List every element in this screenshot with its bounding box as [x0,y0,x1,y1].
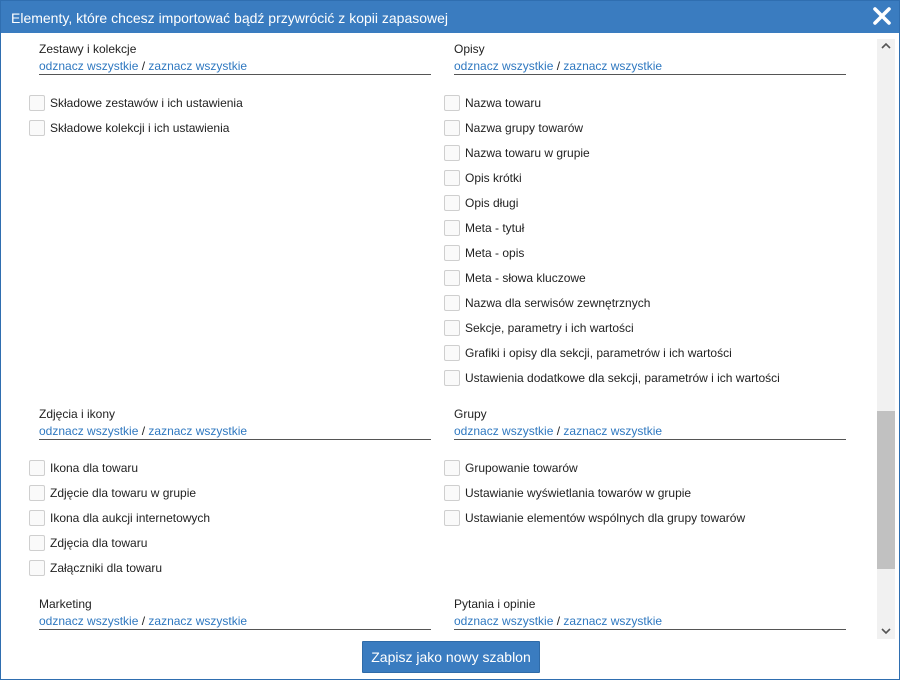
deselect-all-link[interactable]: odznacz wszystkie [39,614,139,628]
link-separator: / [556,59,561,73]
checkbox[interactable] [444,120,460,136]
checkbox-item[interactable] [444,505,745,530]
checkbox[interactable] [444,345,460,361]
checkbox[interactable] [444,195,460,211]
checkbox-item[interactable] [444,365,780,390]
checkbox-list [29,455,210,580]
section-title: Zdjęcia i ikony [39,407,116,421]
section-pytania [454,596,846,636]
dialog-content [1,33,877,639]
checkbox[interactable] [29,560,45,576]
checkbox-label[interactable]: Grupowanie towarów [465,460,578,475]
select-all-link[interactable]: zaznacz wszystkie [148,59,248,73]
section-select-links [454,422,846,440]
checkbox-label[interactable]: Ikona dla towaru [50,460,139,475]
checkbox-label[interactable]: Nazwa dla serwisów zewnętrznych [465,295,651,310]
checkbox-item[interactable] [29,455,210,480]
checkbox[interactable] [29,460,45,476]
deselect-all-link[interactable]: odznacz wszystkie [454,614,554,628]
checkbox-item[interactable] [444,240,780,265]
checkbox-item[interactable] [444,290,780,315]
checkbox[interactable] [29,535,45,551]
checkbox[interactable] [444,170,460,186]
deselect-all-link[interactable]: odznacz wszystkie [39,424,139,438]
checkbox[interactable] [444,295,460,311]
checkbox-label[interactable]: Sekcje, parametry i ich wartości [465,320,634,335]
section-zestawy [39,41,431,161]
checkbox-label[interactable]: Załączniki dla towaru [50,560,163,575]
section-title: Pytania i opinie [454,597,536,611]
checkbox[interactable] [29,120,45,136]
select-all-link[interactable]: zaznacz wszystkie [563,614,663,628]
dialog-titlebar [1,1,899,33]
checkbox[interactable] [444,370,460,386]
checkbox-item[interactable] [29,530,210,555]
scrollbar-thumb[interactable] [877,411,895,569]
checkbox-item[interactable] [444,480,745,505]
checkbox-item[interactable] [29,115,243,140]
checkbox-item[interactable] [29,505,210,530]
checkbox[interactable] [444,320,460,336]
section-title: Marketing [39,597,92,611]
checkbox[interactable] [444,270,460,286]
checkbox[interactable] [444,510,460,526]
checkbox-label[interactable]: Ustawienia dodatkowe dla sekcji, parametrów i ich wartości [465,370,780,385]
section-zdjecia [39,406,431,586]
checkbox[interactable] [444,485,460,501]
checkbox-label[interactable]: Nazwa towaru w grupie [465,145,590,160]
dialog-footer [1,639,899,679]
section-opisy [454,41,846,391]
checkbox-label[interactable]: Zdjęcie dla towaru w grupie [50,485,197,500]
section-title: Grupy [454,407,487,421]
checkbox-label[interactable]: Opis krótki [465,170,522,185]
checkbox-item[interactable] [29,90,243,115]
checkbox-list [444,455,745,530]
section-select-links [39,57,431,75]
save-as-template-button[interactable]: Zapisz jako nowy szablon [362,641,540,673]
checkbox[interactable] [444,460,460,476]
vertical-scrollbar[interactable] [877,39,895,639]
link-separator: / [556,424,561,438]
checkbox-label[interactable]: Grafiki i opisy dla sekcji, parametrów i ich wartości [465,345,732,360]
checkbox[interactable] [29,510,45,526]
section-title: Zestawy i kolekcje [39,42,137,56]
checkbox-label[interactable]: Ustawianie wyświetlania towarów w grupie [465,485,692,500]
section-select-links [454,57,846,75]
link-separator: / [141,59,146,73]
deselect-all-link[interactable]: odznacz wszystkie [39,59,139,73]
checkbox-item[interactable] [444,115,780,140]
checkbox-label[interactable]: Składowe zestawów i ich ustawienia [50,95,243,110]
checkbox-label[interactable]: Ikona dla aukcji internetowych [50,510,211,525]
checkbox-item[interactable] [444,165,780,190]
checkbox-list [444,90,780,390]
checkbox-label[interactable]: Zdjęcia dla towaru [50,535,148,550]
deselect-all-link[interactable]: odznacz wszystkie [454,59,554,73]
section-select-links [39,422,431,440]
checkbox[interactable] [29,95,45,111]
deselect-all-link[interactable]: odznacz wszystkie [454,424,554,438]
checkbox-label[interactable]: Nazwa grupy towarów [465,120,584,135]
checkbox-label[interactable]: Ustawianie elementów wspólnych dla grupy towarów [465,510,746,525]
checkbox-label[interactable]: Meta - tytuł [465,220,525,235]
checkbox[interactable] [444,145,460,161]
select-all-link[interactable]: zaznacz wszystkie [563,59,663,73]
link-separator: / [556,614,561,628]
section-select-links [454,612,846,630]
checkbox-label[interactable]: Meta - słowa kluczowe [465,270,586,285]
checkbox-label[interactable]: Opis długi [465,195,519,210]
select-all-link[interactable]: zaznacz wszystkie [148,614,248,628]
checkbox-item[interactable] [444,140,780,165]
select-all-link[interactable]: zaznacz wszystkie [148,424,248,438]
link-separator: / [141,614,146,628]
link-separator: / [141,424,146,438]
section-grupy [454,406,846,536]
section-select-links [39,612,431,630]
checkbox-item[interactable] [444,340,780,365]
checkbox-item[interactable] [444,455,745,480]
checkbox-label[interactable]: Meta - opis [465,245,525,260]
checkbox-item[interactable] [444,315,780,340]
checkbox-label[interactable]: Składowe kolekcji i ich ustawienia [50,120,230,135]
dialog-title: Elementy, które chcesz importować bądź przywrócić z kopii zapasowej [11,10,449,26]
checkbox-item[interactable] [444,215,780,240]
section-marketing [39,596,431,636]
scroll-up-icon[interactable] [877,39,895,53]
checkbox[interactable] [444,220,460,236]
scroll-down-icon[interactable] [877,624,895,638]
checkbox-item[interactable] [29,555,210,580]
checkbox-list [29,90,243,140]
checkbox-item[interactable] [29,480,210,505]
checkbox-item[interactable] [444,90,780,115]
checkbox-item[interactable] [444,265,780,290]
checkbox-label[interactable]: Nazwa towaru [465,95,542,110]
section-title: Opisy [454,42,485,56]
checkbox[interactable] [444,95,460,111]
close-icon[interactable] [871,5,893,27]
checkbox[interactable] [444,245,460,261]
checkbox-item[interactable] [444,190,780,215]
select-all-link[interactable]: zaznacz wszystkie [563,424,663,438]
checkbox[interactable] [29,485,45,501]
